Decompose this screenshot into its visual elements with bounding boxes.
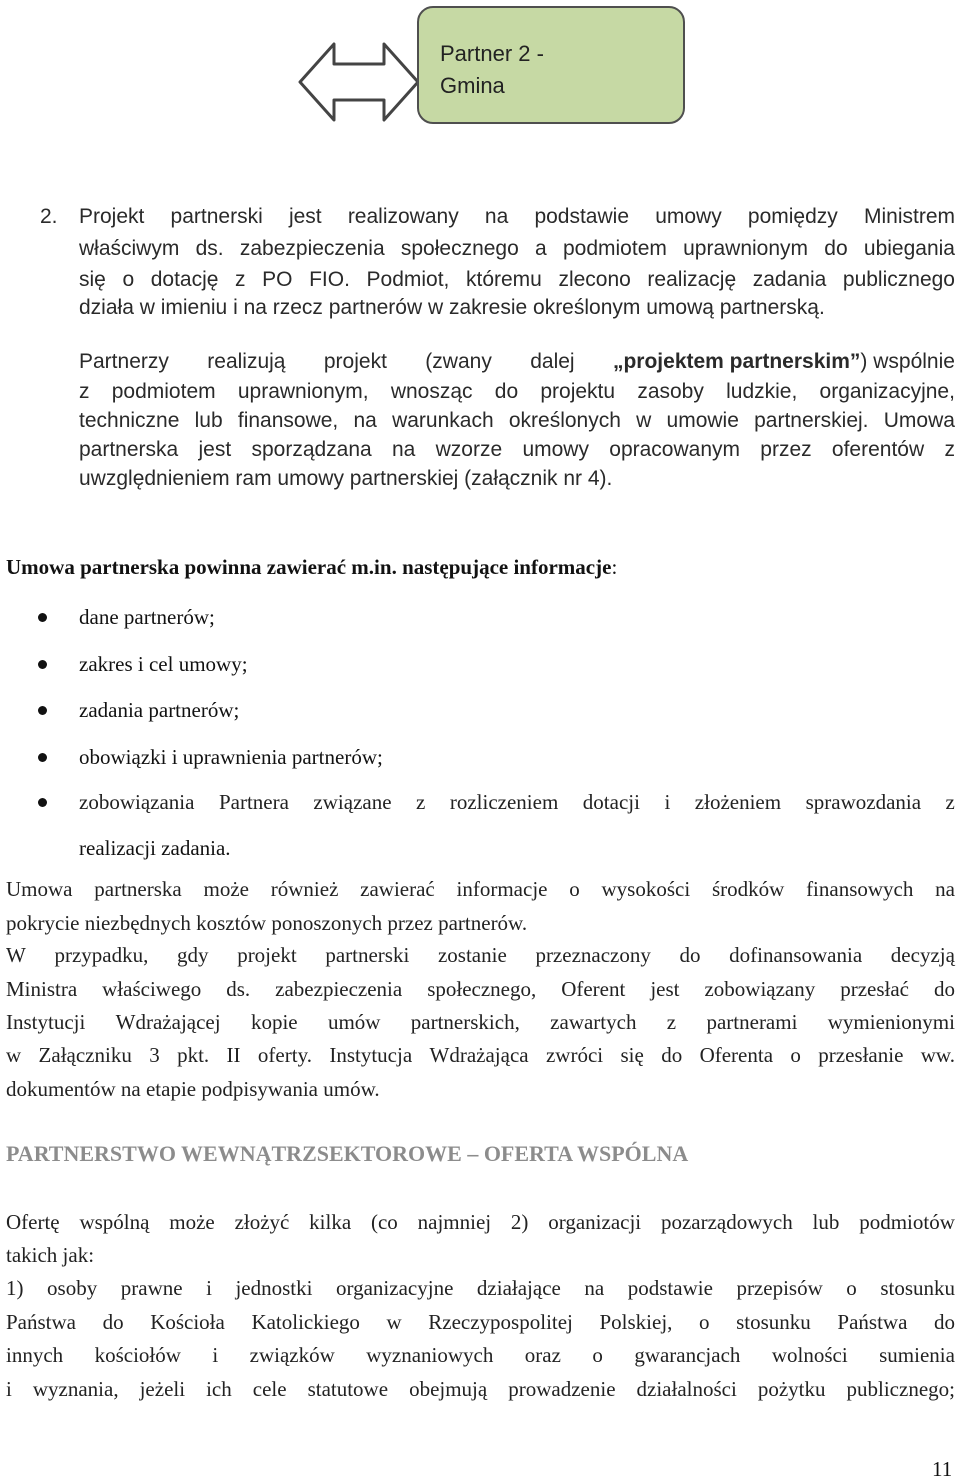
word: wzorze <box>435 438 503 461</box>
word: wspólną <box>79 1210 150 1234</box>
word: (co <box>370 1210 398 1234</box>
word: związków <box>249 1343 335 1367</box>
word: przesłać <box>840 977 910 1001</box>
word: zabezpieczenia <box>275 977 403 1001</box>
word: realizowany <box>347 205 459 228</box>
word: podmiotem <box>111 380 216 403</box>
callout-line-2: Gmina <box>440 73 505 98</box>
word: o <box>122 268 135 291</box>
word: do <box>933 1310 955 1334</box>
word: na <box>935 877 955 901</box>
word: rozliczeniem <box>449 790 559 814</box>
word: a <box>535 237 547 260</box>
word: partnerska <box>94 877 182 901</box>
text-line <box>6 1377 955 1402</box>
word: gwarancjach <box>634 1343 741 1367</box>
word: dotacji <box>582 790 640 814</box>
word: dofinansowania <box>729 943 863 967</box>
word: zasoby <box>637 380 704 403</box>
bullet-icon <box>38 753 47 762</box>
word: się <box>79 268 106 291</box>
word: obejmują <box>409 1377 488 1401</box>
text-line: takich jak: <box>6 1243 95 1267</box>
word: Państwa <box>837 1310 908 1334</box>
word: decyzją <box>890 943 955 967</box>
text-line: pokrycie niezbędnych kosztów ponoszonych przez partnerów. <box>6 911 528 935</box>
word: umowy <box>655 205 722 228</box>
word: zlecono <box>558 268 631 291</box>
word: ) wspólnie <box>860 350 955 373</box>
word: wyznania, <box>32 1377 119 1401</box>
text-line <box>6 1010 955 1035</box>
word: umowie <box>666 409 739 432</box>
word: o <box>592 1343 603 1367</box>
word: lub <box>194 409 223 432</box>
word: wolności <box>771 1343 848 1367</box>
word: oferentów <box>831 438 925 461</box>
word: jest <box>650 977 680 1001</box>
text-line: działa w imieniu i na rzecz partnerów w zakresie określonym umową partnerską. <box>79 296 825 319</box>
text-line <box>6 1210 955 1235</box>
word: dalej <box>530 350 575 373</box>
word: oraz <box>524 1343 561 1367</box>
word: do <box>824 237 848 260</box>
section-heading: PARTNERSTWO WEWNĄTRZSEKTOROWE – OFERTA WSPÓLNA <box>6 1141 689 1166</box>
word: związane <box>313 790 392 814</box>
bullet-icon <box>38 798 47 807</box>
word: wymienionymi <box>827 1010 955 1034</box>
word: w <box>6 1043 22 1067</box>
word: Projekt <box>79 205 145 228</box>
word: organizacji <box>548 1210 642 1234</box>
word: ww. <box>920 1043 955 1067</box>
word: o <box>569 877 580 901</box>
word: gdy <box>177 943 209 967</box>
text-line <box>79 268 955 292</box>
word: Ministrem <box>863 205 955 228</box>
word: przeznaczony <box>535 943 651 967</box>
word: z <box>944 438 955 461</box>
word: Kościoła <box>150 1310 225 1334</box>
word: wyznaniowych <box>366 1343 494 1367</box>
word: 1) <box>6 1276 24 1300</box>
word: ich <box>206 1377 232 1401</box>
word: może <box>203 877 249 901</box>
word: do <box>102 1310 124 1334</box>
text-line <box>79 237 955 261</box>
bullet-icon <box>38 613 47 622</box>
word: finansowe, <box>237 409 339 432</box>
word: zawierać <box>360 877 435 901</box>
word: podstawie <box>627 1276 713 1300</box>
word: Umowa <box>883 409 955 432</box>
word: również <box>270 877 339 901</box>
bullet-icon <box>38 706 47 715</box>
word: dotację <box>150 268 219 291</box>
word: o <box>846 1276 857 1300</box>
word: z <box>666 1010 677 1034</box>
word: o <box>699 1310 710 1334</box>
word: partnerskiej. <box>754 409 869 432</box>
word: może <box>169 1210 215 1234</box>
word: organizacyjne, <box>819 380 955 403</box>
word: II <box>226 1043 241 1067</box>
list-item: dane partnerów; <box>79 605 215 629</box>
text-line <box>6 1343 955 1368</box>
text-line <box>6 943 955 968</box>
word: wysokości <box>601 877 691 901</box>
word: organizacyjne <box>336 1276 454 1300</box>
word: do <box>661 1043 683 1067</box>
word: Ministra <box>6 977 78 1001</box>
word: do <box>494 380 519 403</box>
text-line <box>6 877 955 902</box>
double-arrow-icon <box>298 40 420 124</box>
word: Partnerzy <box>79 350 169 373</box>
word: złożeniem <box>694 790 782 814</box>
word: oferty. <box>257 1043 312 1067</box>
word: i <box>206 1276 212 1300</box>
word: środków <box>711 877 785 901</box>
text-line <box>6 1276 955 1301</box>
word: się <box>620 1043 644 1067</box>
text-line: dokumentów na etapie podpisywania umów. <box>6 1077 380 1101</box>
word: jeżeli <box>139 1377 186 1401</box>
word: złożyć <box>234 1210 290 1234</box>
text-line <box>79 409 955 433</box>
bold-term: „projektem partnerskim” <box>612 350 861 373</box>
text-line <box>6 977 955 1002</box>
word: Rzeczypospolitej <box>428 1310 573 1334</box>
word: publicznego <box>842 268 955 291</box>
word: Wdrażająca <box>429 1043 529 1067</box>
word: partnerska <box>79 438 179 461</box>
word: ds. <box>195 237 224 260</box>
word: wnosząc <box>390 380 473 403</box>
word: warunkach <box>392 409 494 432</box>
word: realizację <box>647 268 737 291</box>
word: właściwego <box>102 977 202 1001</box>
word: stosunku <box>736 1310 811 1334</box>
word: partnerskich, <box>410 1010 520 1034</box>
word: opracowanym <box>609 438 740 461</box>
word: ludzkie, <box>726 380 798 403</box>
word: pożytku <box>757 1377 826 1401</box>
word: działające <box>476 1276 561 1300</box>
word: ds. <box>226 977 251 1001</box>
word: kościołów <box>94 1343 181 1367</box>
word: techniczne <box>79 409 180 432</box>
word: Ofertę <box>6 1210 60 1234</box>
word: (zwany <box>425 350 492 373</box>
word: z <box>235 268 246 291</box>
text-line <box>79 438 955 462</box>
word: finansowych <box>806 877 914 901</box>
word: i <box>664 790 671 814</box>
list-heading-colon: : <box>611 555 618 579</box>
word: o <box>790 1043 801 1067</box>
word: pozarządowych <box>660 1210 793 1234</box>
word: lub <box>812 1210 840 1234</box>
word: Katolickiego <box>251 1310 360 1334</box>
word: 3 <box>149 1043 160 1067</box>
word: Instytucja <box>329 1043 413 1067</box>
word: z <box>945 790 955 814</box>
word: jest <box>288 205 322 228</box>
word: W <box>6 943 26 967</box>
word: Wdrażającej <box>115 1010 221 1034</box>
word: zawartych <box>550 1010 637 1034</box>
word: na <box>392 438 416 461</box>
word: do <box>933 977 955 1001</box>
page-number: 11 <box>932 1457 953 1481</box>
word: zwróci <box>545 1043 604 1067</box>
text-line <box>79 380 955 404</box>
word: działalności <box>636 1377 737 1401</box>
word: statutowe <box>307 1377 389 1401</box>
word: przypadku, <box>54 943 149 967</box>
word: właściwym <box>79 237 180 260</box>
word: pomiędzy <box>747 205 838 228</box>
word: i <box>6 1377 12 1401</box>
word: stosunku <box>880 1276 955 1300</box>
word: najmniej <box>417 1210 492 1234</box>
word: publicznego; <box>846 1377 955 1401</box>
list-item-continuation: realizacji zadania. <box>79 836 231 860</box>
word: projektu <box>540 380 616 403</box>
word: projekt <box>323 350 387 373</box>
word: Partnera <box>218 790 289 814</box>
word: społecznego <box>400 237 519 260</box>
word: ubiegania <box>863 237 955 260</box>
word: umowy <box>522 438 589 461</box>
word: określonych <box>508 409 621 432</box>
word: Polskiej, <box>599 1310 673 1334</box>
word: projekt <box>237 943 297 967</box>
word: Państwa <box>6 1310 76 1334</box>
word: przepisów <box>736 1276 823 1300</box>
word: jest <box>198 438 232 461</box>
point-number: 2. <box>40 205 58 228</box>
word: partnerski <box>325 943 410 967</box>
word: sumienia <box>879 1343 955 1367</box>
list-heading-bold: Umowa partnerska powinna zawierać m.in. następujące informacje <box>6 555 612 579</box>
text-line <box>79 205 955 229</box>
word: zostanie <box>437 943 507 967</box>
word: Oferent <box>561 977 626 1001</box>
word: i <box>212 1343 219 1367</box>
list-item: zadania partnerów; <box>79 698 240 722</box>
word: w <box>386 1310 402 1334</box>
word: Umowa <box>6 877 73 901</box>
word: realizują <box>207 350 286 373</box>
list-item: obowiązki i uprawnienia partnerów; <box>79 745 383 769</box>
list-item: zakres i cel umowy; <box>79 652 248 676</box>
word: kilka <box>309 1210 352 1234</box>
word: społecznego, <box>427 977 537 1001</box>
word: cele <box>252 1377 287 1401</box>
word: podstawie <box>534 205 629 228</box>
word: partnerami <box>706 1010 798 1034</box>
word: PO <box>262 268 293 291</box>
bullet-icon <box>38 660 47 669</box>
list-heading <box>6 555 617 580</box>
word: kopie <box>250 1010 298 1034</box>
word: podmiotów <box>859 1210 955 1234</box>
word: jednostki <box>235 1276 313 1300</box>
word: uprawnionym <box>683 237 809 260</box>
word: zobowiązania <box>79 790 195 814</box>
text-line <box>6 1043 955 1068</box>
text-line <box>79 350 955 374</box>
word: innych <box>6 1343 64 1367</box>
partner-callout-box <box>417 6 685 124</box>
word: Załączniku <box>38 1043 132 1067</box>
word: do <box>679 943 701 967</box>
word: prowadzenie <box>508 1377 616 1401</box>
word: na <box>484 205 509 228</box>
text-line <box>6 1310 955 1335</box>
word: Podmiot, <box>366 268 450 291</box>
word: prawne <box>120 1276 183 1300</box>
text-line: uwzględnieniem ram umowy partnerskiej (załącznik nr 4). <box>79 467 613 490</box>
word: z <box>79 380 90 403</box>
word: na <box>353 409 377 432</box>
text-line <box>79 790 955 815</box>
bold-group <box>613 350 955 374</box>
word: pkt. <box>177 1043 210 1067</box>
word: na <box>584 1276 605 1300</box>
word: uprawnionym, <box>237 380 369 403</box>
word: sprawozdania <box>805 790 922 814</box>
word: podmiotem <box>562 237 667 260</box>
word: z <box>416 790 426 814</box>
word: 2) <box>510 1210 529 1234</box>
word: zobowiązany <box>704 977 816 1001</box>
word: zadania <box>752 268 827 291</box>
word: przesłanie <box>818 1043 904 1067</box>
word: Instytucji <box>6 1010 86 1034</box>
word: osoby <box>47 1276 98 1300</box>
word: partnerski <box>170 205 263 228</box>
word: zabezpieczenia <box>239 237 385 260</box>
word: przez <box>760 438 812 461</box>
word: informacje <box>456 877 548 901</box>
word: sporządzana <box>251 438 372 461</box>
callout-line-1: Partner 2 - <box>440 41 544 66</box>
word: FIO. <box>309 268 350 291</box>
word: Oferenta <box>699 1043 774 1067</box>
word: któremu <box>465 268 542 291</box>
word: w <box>636 409 652 432</box>
word: umów <box>327 1010 381 1034</box>
